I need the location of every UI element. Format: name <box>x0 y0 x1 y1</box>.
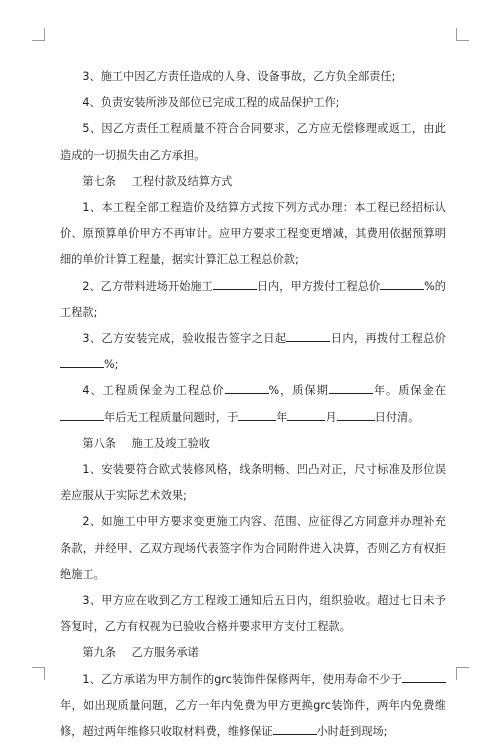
clause-liability-accident: 3、施工中因乙方责任造成的人身、设备事故，乙方负全部责任; <box>82 70 396 83</box>
blank-percent-field <box>380 275 424 290</box>
article-9-number: 第九条 <box>82 646 116 660</box>
blank-percent-field <box>225 379 269 394</box>
blank-hours-field <box>273 720 317 735</box>
clause-finished-work-protection: 4、负责安装所涉及部位已完成工程的成品保护工作; <box>82 96 340 110</box>
article-7-number: 第七条 <box>82 174 116 188</box>
article-9-heading <box>60 640 446 666</box>
clause-acceptance: 3、甲方应在收到乙方工程竣工通知后五日内，组织验收。超过七日未予答复时，乙方有权视为已验收合格并要求甲方支付工程款。 <box>60 594 446 634</box>
crop-mark-top-left <box>32 28 45 41</box>
article-7-title: 工程付款及结算方式 <box>131 174 233 188</box>
blank-days-field <box>286 327 330 342</box>
blank-days-field <box>213 275 257 290</box>
blank-years-field <box>402 668 446 683</box>
blank-day-field <box>337 406 375 421</box>
crop-mark-bottom-right <box>456 667 469 680</box>
clause-second-payment: 3、乙方安装完成，验收报告签字之日起 日内，再拨付工程总价%; <box>60 326 446 378</box>
crop-mark-top-right <box>456 28 469 41</box>
clause-installation-style: 1、安装要符合欧式装修风格，线条明畅、凹凸对正，尺寸标准及形位误差应服从于实际艺术效果; <box>60 463 446 503</box>
blank-year-field <box>238 406 276 421</box>
clause-first-payment: 2、乙方带料进场开始施工 日内，甲方拨付工程总价 %的工程款; <box>60 274 446 326</box>
article-8-heading <box>60 431 446 457</box>
clause-service-commitment: 1、乙方承诺为甲方制作的grc装饰件保修两年，使用寿命不少于年，如出现质量问题，乙方一年内免费为甲方更换grc装饰件，两年内免费维修，超过两年维修只收取材料费，维修保证 小时赶到现场; <box>60 667 446 745</box>
blank-percent-field <box>60 353 104 368</box>
document-body <box>60 64 446 745</box>
article-8-title: 施工及竣工验收 <box>131 436 210 450</box>
blank-years-field <box>329 379 373 394</box>
blank-years-field <box>60 406 104 421</box>
clause-settlement-method: 1、本工程全部工程造价及结算方式按下列方式办理：本工程已经招标认价、原预算单价甲方不再审计。应甲方要求工程变更增减，其费用依据预算明细的单价计算工程量，据实计算汇总工程总价款; <box>60 201 446 267</box>
clause-warranty-deposit: 4、工程质保金为工程总价 %，质保期 年。质保金在年后无工程质量问题时，于 年 月 日付清。 <box>60 378 446 430</box>
clause-change-orders: 2、如施工中甲方要求变更施工内容、范围、应征得乙方同意并办理补充条款，并经甲、乙双方现场代表签字作为合同附件进入决算，否则乙方有权拒绝施工。 <box>60 515 446 581</box>
crop-mark-bottom-left <box>32 667 45 680</box>
article-8-number: 第八条 <box>82 436 116 450</box>
blank-month-field <box>287 406 325 421</box>
article-9-title: 乙方服务承诺 <box>131 646 199 660</box>
article-7-heading <box>60 169 446 195</box>
clause-quality-rework: 5、因乙方责任工程质量不符合合同要求，乙方应无偿修理或返工，由此造成的一切损失由乙方承担。 <box>60 122 446 162</box>
